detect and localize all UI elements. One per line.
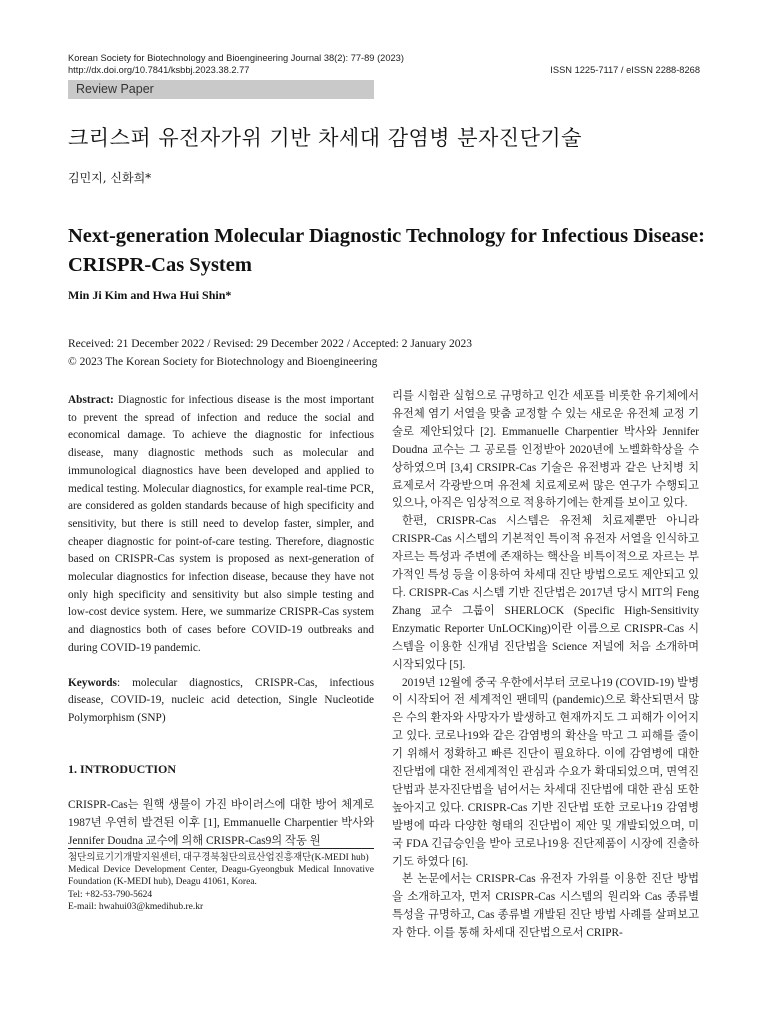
affiliation-english: Medical Device Development Center, Deagu-Gyeongbuk Medical Innovative Foundation (K-MEDI hub), Deagu 41061, Korea. — [68, 865, 374, 888]
journal-citation: Korean Society for Biotechnology and Bioengineering Journal 38(2): 77-89 (2023) — [68, 53, 404, 63]
keywords-text: : molecular diagnostics, CRISPR-Cas, infectious disease, COVID-19, nucleic acid detection, Single Nucleotide Polymorphism (SNP) — [68, 676, 374, 724]
abstract-block — [68, 392, 374, 728]
paragraph: 본 논문에서는 CRISPR-Cas 유전자 가위를 이용한 진단 방법을 소개하고자, 먼저 CRISPR-Cas 시스템의 원리와 Cas 종류별 특성을 규명하고, Cas 종류별 개발된 진단 방법 사례를 살펴보고자 한다. 이를 통해 차세대 진단법으로서 CRIPR- — [392, 873, 699, 940]
footnote — [68, 852, 374, 913]
doi-link[interactable]: http://dx.doi.org/10.7841/ksbbj.2023.38.2.77 — [68, 65, 250, 75]
article-type-band — [68, 80, 374, 99]
authors-korean: 김민지, 신화희* — [68, 171, 152, 185]
authors-english: Min Ji Kim and Hwa Hui Shin* — [68, 288, 232, 302]
abstract-label: Abstract: — [68, 394, 114, 406]
title-korean: 크리스퍼 유전자가위 기반 차세대 감염병 분자진단기술 — [68, 126, 582, 150]
keywords — [68, 675, 374, 728]
paragraph: 한편, CRISPR-Cas 시스템은 유전체 치료제뿐만 아니라 CRISPR-Cas 시스템의 기본적인 특이적 유전자 서열을 인식하고 자르는 특성과 주변에 존재하는 핵산을 비특이적으로 자르는 부가적인 특성 등을 이용하여 차세대 진단 방법으로도 제안되고 있다. CRISPR-Cas 시스템 기반 진단법은 2017년 당시 MIT의 Feng Zhang 교수 그룹이 SHERLOCK (Specific High-Sensitivity Enzymatic Reporter UnLOCKing)이란 이름으로 CRISPR-Cas 시스템을 이용한 신개념 진단법을 Science 저널에 처음 소개하며 시작되었다 [5]. — [392, 515, 699, 671]
article-type: Review Paper — [76, 82, 154, 96]
history-dates: Received: 21 December 2022 / Revised: 29 December 2022 / Accepted: 2 January 2023 — [68, 338, 472, 350]
abstract-text: Diagnostic for infectious disease is the most important to prevent the spread of infection and reduce the social and economical damage. To achieve the diagnostic for infectious disease, many diagnostic methods such as molecular and immunological diagnostics have been developed and applied to medical testing. Molecular diagnostics, for example real-time PCR, are considered as golden standards because of high specificity and sensitivity, but there is still need to develop faster, simpler, and cheaper diagnostic for point-of-care testing. Therefore, diagnostic based on CRISPR-Cas system is proposed as next-generation of molecular diagnostics for infection disease, because they have not only high specificity and sensitivity but also simple testing and low-cost device system. Here, we summarize CRISPR-Cas system and diagnostics both of cases before COVID-19 outbreaks and during COVID-19 pandemic. — [68, 394, 374, 654]
intro-paragraph: CRISPR-Cas는 원핵 생물이 가진 바이러스에 대한 방어 체계로 1987년 우연히 발견된 이후 [1], Emmanuelle Charpentier 박사와 Jennifer Doudna 교수에 의해 CRISPR-Cas9의 작동 원 — [68, 799, 374, 847]
article-dates — [68, 335, 472, 371]
telephone: Tel: +82-53-790-5624 — [68, 889, 153, 900]
issn: ISSN 1225-7117 / eISSN 2288-8268 — [550, 65, 700, 75]
section-heading: 1. INTRODUCTION — [68, 762, 177, 776]
paragraph: 리를 시험관 실험으로 규명하고 인간 세포를 비롯한 유기체에서 유전체 염기 서열을 맞춤 교정할 수 있는 새로운 유전체 교정 기술로 제안되었다 [2]. Emmanuelle Charpentier 박사와 Jennifer Doudna 교수는 그 공로를 인정받아 2020년에 노벨화학상을 수상하였으며 [3,4] CRSIPR-Cas 기술은 유전병과 같은 난치병 치료제로서 각광받으며 유전체 치료제로써 많은 연구가 수행되고 있으나, 아직은 임상적으로 적용하기에는 한계를 보이고 있다. — [392, 390, 699, 510]
right-column — [392, 388, 699, 943]
affiliation-korean: 첨단의료기기개발지원센터, 대구경북첨단의료산업진흥재단(K-MEDI hub) — [68, 853, 369, 863]
email[interactable]: E-mail: hwahui03@kmedihub.re.kr — [68, 901, 204, 912]
abstract — [68, 392, 374, 658]
title-english: Next-generation Molecular Diagnostic Technology for Infectious Disease: CRISPR-Cas System — [68, 225, 705, 276]
journal-header — [68, 52, 700, 76]
paragraph: 2019년 12월에 중국 우한에서부터 코로나19 (COVID-19) 발병이 시작되어 전 세계적인 팬데믹 (pandemic)으로 확산되면서 많은 수의 환자와 사망자가 발생하고 현재까지도 그 피해가 이어지고 있다. 코로나19와 같은 감염병의 확산을 막고 그 피해를 줄이기 위해서 정확하고 빠른 진단이 필요하다. 이에 감염병에 대한 진단법에 대한 전세계적인 관심과 수요가 확대되었으며, 면역진단법과 분자진단법을 넘어서는 차세대 진단법에 대한 관심 또한 높아지고 있다. CRISPR-Cas 기반 진단법 또한 코로나19 감염병 발병에 따라 다양한 형태의 진단법이 제안 및 개발되었으며, 미국 FDA 긴급승인을 받아 코로나19용 진단제품이 시장에 진출하기도 하였다 [6]. — [392, 676, 699, 868]
keywords-label: Keywords — [68, 676, 117, 689]
copyright: © 2023 The Korean Society for Biotechnology and Bioengineering — [68, 356, 378, 368]
footnote-divider — [68, 848, 374, 849]
